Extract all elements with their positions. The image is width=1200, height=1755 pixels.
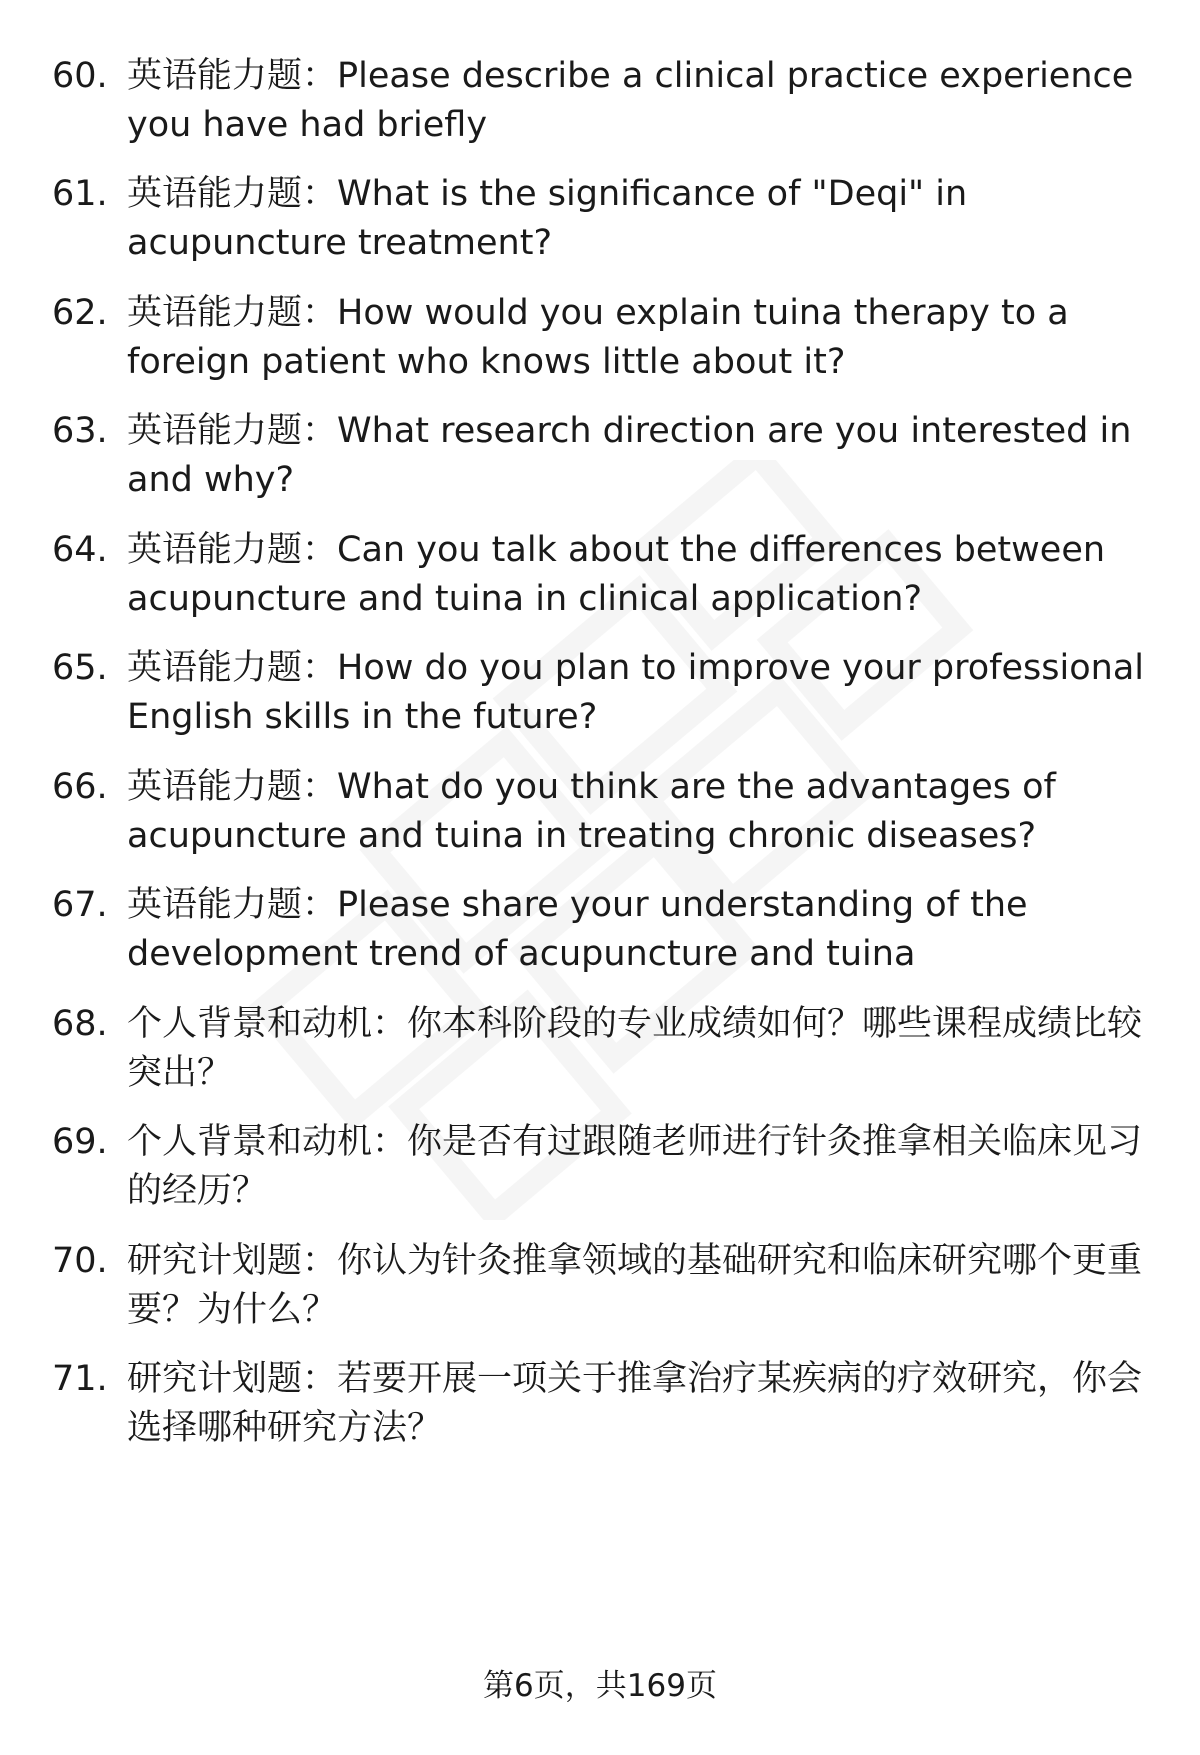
question-content: How do you plan to improve your professional English skills in the future? — [127, 648, 1144, 737]
question-number: 65. — [52, 648, 108, 688]
category-separator: ： — [302, 174, 338, 214]
category-separator: ： — [302, 648, 338, 688]
question-text-block — [127, 526, 1157, 624]
question-content: Can you talk about the differences between acupuncture and tuina in clinical application? — [127, 530, 1106, 619]
category-separator: ： — [302, 56, 338, 96]
question-content: 你是否有过跟随老师进行针灸推拿相关临床见习的经历？ — [127, 1122, 1143, 1211]
category-separator: ： — [302, 530, 338, 570]
question-text-block — [127, 407, 1157, 505]
category-separator: ： — [302, 1241, 338, 1281]
question-category: 研究计划题 — [127, 1241, 303, 1281]
question-category: 英语能力题 — [127, 174, 303, 214]
question-text-block — [127, 1118, 1157, 1216]
question-text-block — [127, 170, 1157, 268]
question-content: 你本科阶段的专业成绩如何？哪些课程成绩比较突出？ — [127, 1004, 1143, 1093]
question-content: Please describe a clinical practice experience you have had briefly — [127, 56, 1134, 145]
question-category: 研究计划题 — [127, 1359, 303, 1399]
question-item — [0, 526, 1200, 638]
question-item — [0, 1118, 1200, 1230]
question-content: Please share your understanding of the development trend of acupuncture and tuina — [127, 885, 1028, 974]
question-category: 英语能力题 — [127, 530, 303, 570]
question-item — [0, 407, 1200, 519]
page-footer — [0, 1664, 1200, 1708]
question-item — [0, 763, 1200, 875]
question-number: 68. — [52, 1004, 108, 1044]
question-category: 个人背景和动机 — [127, 1004, 373, 1044]
question-number: 63. — [52, 411, 108, 451]
question-category: 英语能力题 — [127, 648, 303, 688]
question-number: 60. — [52, 56, 108, 96]
category-separator: ： — [302, 885, 338, 925]
question-number: 70. — [52, 1241, 108, 1281]
category-separator: ： — [372, 1122, 408, 1162]
question-category: 英语能力题 — [127, 885, 303, 925]
category-separator: ： — [302, 411, 338, 451]
category-separator: ： — [302, 767, 338, 807]
question-category: 英语能力题 — [127, 767, 303, 807]
question-item — [0, 1237, 1200, 1349]
page-number-label: 第6页，共169页 — [483, 1668, 717, 1704]
question-content: How would you explain tuina therapy to a foreign patient who knows little about it? — [127, 293, 1069, 382]
question-number: 61. — [52, 174, 108, 214]
question-text-block — [127, 1355, 1157, 1453]
question-item — [0, 52, 1200, 164]
question-text-block — [127, 52, 1157, 150]
question-item — [0, 289, 1200, 401]
question-text-block — [127, 1237, 1157, 1335]
question-content: What research direction are you interested in and why? — [127, 411, 1132, 500]
category-separator: ： — [302, 1359, 338, 1399]
question-number: 67. — [52, 885, 108, 925]
question-content: 若要开展一项关于推拿治疗某疾病的疗效研究，你会选择哪种研究方法？ — [127, 1359, 1143, 1448]
question-content: What do you think are the advantages of acupuncture and tuina in treating chronic diseases? — [127, 767, 1056, 856]
question-item — [0, 881, 1200, 993]
category-separator: ： — [302, 293, 338, 333]
question-content: What is the significance of "Deqi" in acupuncture treatment? — [127, 174, 968, 263]
question-number: 66. — [52, 767, 108, 807]
question-item — [0, 644, 1200, 756]
question-category: 英语能力题 — [127, 293, 303, 333]
question-category: 个人背景和动机 — [127, 1122, 373, 1162]
question-text-block — [127, 763, 1157, 861]
question-text-block — [127, 289, 1157, 387]
question-number: 64. — [52, 530, 108, 570]
question-item — [0, 1355, 1200, 1467]
question-text-block — [127, 1000, 1157, 1098]
question-text-block — [127, 881, 1157, 979]
question-item — [0, 170, 1200, 282]
question-number: 69. — [52, 1122, 108, 1162]
question-category: 英语能力题 — [127, 56, 303, 96]
question-number: 62. — [52, 293, 108, 333]
question-category: 英语能力题 — [127, 411, 303, 451]
question-number: 71. — [52, 1359, 108, 1399]
category-separator: ： — [372, 1004, 408, 1044]
question-text-block — [127, 644, 1157, 742]
question-item — [0, 1000, 1200, 1112]
question-content: 你认为针灸推拿领域的基础研究和临床研究哪个更重要？为什么？ — [127, 1241, 1143, 1330]
